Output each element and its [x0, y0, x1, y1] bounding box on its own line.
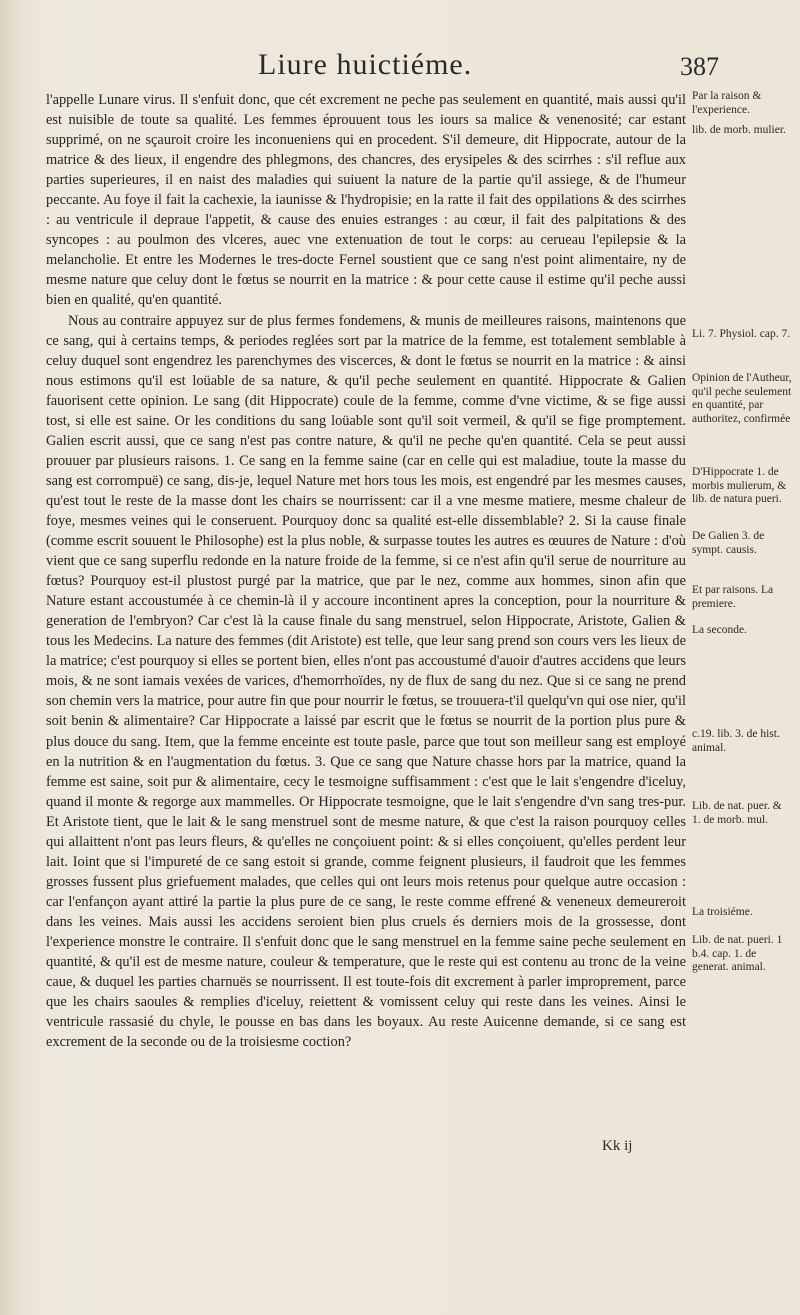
margin-note: Lib. de nat. puer. & 1. de morb. mul. — [692, 800, 782, 826]
margin-note: lib. de morb. mulier. — [692, 124, 786, 136]
margin-note: Li. 7. Physiol. cap. 7. — [692, 328, 791, 340]
margin-note: Et par raisons. La premiere. — [692, 584, 774, 610]
running-head: Liure huictiéme. — [258, 48, 473, 81]
margin-note: Opinion de l'Autheur, qu'il peche seulement en quantité, par authoritez, confirmée — [692, 372, 792, 425]
margin-note: c.19. lib. 3. de hist. animal. — [692, 728, 780, 754]
margin-note: La seconde. — [692, 624, 747, 636]
paragraph: Nous au contraire appuyez sur de plus fermes fondemens, & munis de meilleures raisons, maintenons que ce sang, qui à certains temps, & periodes reglées sort par la matrice de la femme, est totalement semblable à celuy duquel sont engendrez les parenchymes des viscerces, & dont le fœtus se nourrit en la matrice : & ainsi nous estimons qu'il est loüable de sa nature, & qu'il peche seulement en quantité. Hippocrate & Galien fauorisent cette opinion. Le sang (dit Hippocrate) coule de la femme, comme d'vne victime, & se fige aussi tost, si elle est saine. Or les conditions du sang loüable sont qu'il soit vermeil, & qu'il se fige promptement. Galien escrit aussi, que ce sang n'est pas contre nature, & qu'il ne peche qu'en quantité. Cela se peut aussi prouuer par plusieurs raisons. 1. Ce sang en la femme saine (car en celle qui est maladiue, toute la masse du sang est corrompuë) ce sang, dis-je, lequel Nature met hors tous les mois, est engendré par les mesmes causes, qu'est tout le reste de la masse dont les chairs se nourrissent: car il a vne mesme matiere, mesme chaleur de foye, mesmes veines qui le conseruent. Pourquoy donc sa qualité est-elle dissemblable? 2. Si la cause finale (comme escrit souuent le Philosophe) est la plus noble, & surpasse toutes les autres es œuures de Nature : d'où vient que ce sang superflu redonde en la nature froide de la femme, si ce n'est afin qu'il serue de nourriture au fœtus? Pourquoy est-il plustost purgé par la matrice, que par le nez, comme aux hommes, sinon afin que Nature estant accoustumée à ce chemin-là il y accoure incontinent apres la conception, pour la nourriture & generation de l'embryon? Car c'est là la cause finale du sang menstruel, selon Hippocrate, Aristote, Galien & tous les Medecins. La nature des femmes (dit Aristote) est telle, que leur sang prend son cours vers les lieux de la matrice; c'est pourquoy si elles se portent bien, elles n'ont pas accoustumé d'auoir d'autres accidens que leurs mois, & ne sont iamais vexées de varices, d'hemorrhoïdes, ny de flux de sang du nez. Que si ce sang ne prend son chemin vers la matrice, pour autre fin que pour nourrir le fœtus, se trouuera-t'il quelqu'vn qui ose nier, qu'il soit benin & alimentaire? Car Hippocrate a laissé par escrit que le fœtus se nourrit de la portion plus pure & plus douce du sang. Item, que la femme enceinte est toute pasle, parce que tout son meilleur sang est employé en la nutrition & en l'augmentation du fœtus. 3. Que ce sang que Nature chasse hors par la matrice, quand la femme est saine, soit pur & alimentaire, cecy le tesmoigne suffisamment : c'est que le lait s'engendre d'iceluy, quand il monte & regorge aux mammelles. Or Hippocrate tesmoigne, que le lait s'engendre d'vn sang tres-pur. Et Aristote tient, que le lait & le sang menstruel sont de mesme nature, & que c'est la raison pourquoy celles qui allaittent n'ont pas leurs fleurs, & qu'elles ne conçoiuent point: & si elles conçoiuent, qu'elles perdent leur lait. Ioint que si l'impureté de ce sang estoit si grande, comme feignent plusieurs, il faudroit que les femmes grosses fussent plus griefuement malades, que celles qui ont leurs mois retenus pour quelque autre occasion : car l'enfançon ayant attiré la partie la plus pure de ce sang, le reste comme effrené & veneneux demeureroit dans les veines. Mais aussi les accidens seroient bien plus cruels és derniers mois de la grossesse, dont l'experience monstre le contraire. Il s'enfuit donc que le sang menstruel en la femme saine peche seulement en quantité, & qu'il est de mesme nature, couleur & temperature, que le reste qui est contenu au tronc de la veine caue, & duquel les parties charnuës se nourrissent. Il est toute-fois dit excrement à parler improprement, parce que les chairs saoules & remplies d'iceluy, reiettent & vomissent celuy qui reste dans les veines. Ainsi le ventricule rassasié du chyle, le pousse en bas dans les boyaux. Au reste Auicenne demande, si ce sang est excrement de la seconde ou de la troisiesme coction? — [46, 312, 686, 1051]
page-number: 387 — [680, 52, 719, 81]
margin-note: Lib. de nat. pueri. 1 b.4. cap. 1. de generat. animal. — [692, 934, 783, 973]
paragraph: l'appelle Lunare virus. Il s'enfuit donc, que cét excrement ne peche pas seulement en quantité, mais aussi qu'il est nuisible de toute sa qualité. Les femmes éprouuent tous les iours sa malice & venenosité; car estant supprimé, on ne sçauroit croire les inconueniens qui en procedent. S'il demeure, dit Hippocrate, autour de la matrice & des lieux, il engendre des phlegmons, des chancres, des erysipeles & des scirrhes : s'il reflue aux parties superieures, il en naist des maladies qui suiuent la nature de la partie qu'il assiege, & de l'humeur peccante. Au foye il fait la cachexie, la iaunisse & l'hydropisie; en la ratte il fait des oppilations & des scirrhes : au ventricule il depraue l'appetit, & cause des enuies estranges : au cœur, il fait des palpitations & des syncopes : au poulmon des vlceres, auec vne extenuation de tout le corps: au cerueau l'epilepsie & la melancholie. Et entre les Modernes le tres-docte Fernel soustient que ce sang n'est point alimentaire, ny de mesme nature que celuy dont le fœtus se nourrit en la matrice : & pour cette cause il estime qu'il peche aussi bien en qualité, qu'en quantité. — [46, 92, 686, 309]
margin-note: Par la raison & l'experience. — [692, 90, 762, 116]
margin-note: La troisiéme. — [692, 906, 753, 918]
catchword: Kk ij — [602, 1138, 633, 1154]
page-header — [0, 48, 800, 90]
margin-note: De Galien 3. de sympt. causis. — [692, 530, 765, 556]
margin-note: D'Hippocrate 1. de morbis mulierum, & lib. de natura pueri. — [692, 466, 787, 505]
main-text-column — [46, 90, 686, 1052]
